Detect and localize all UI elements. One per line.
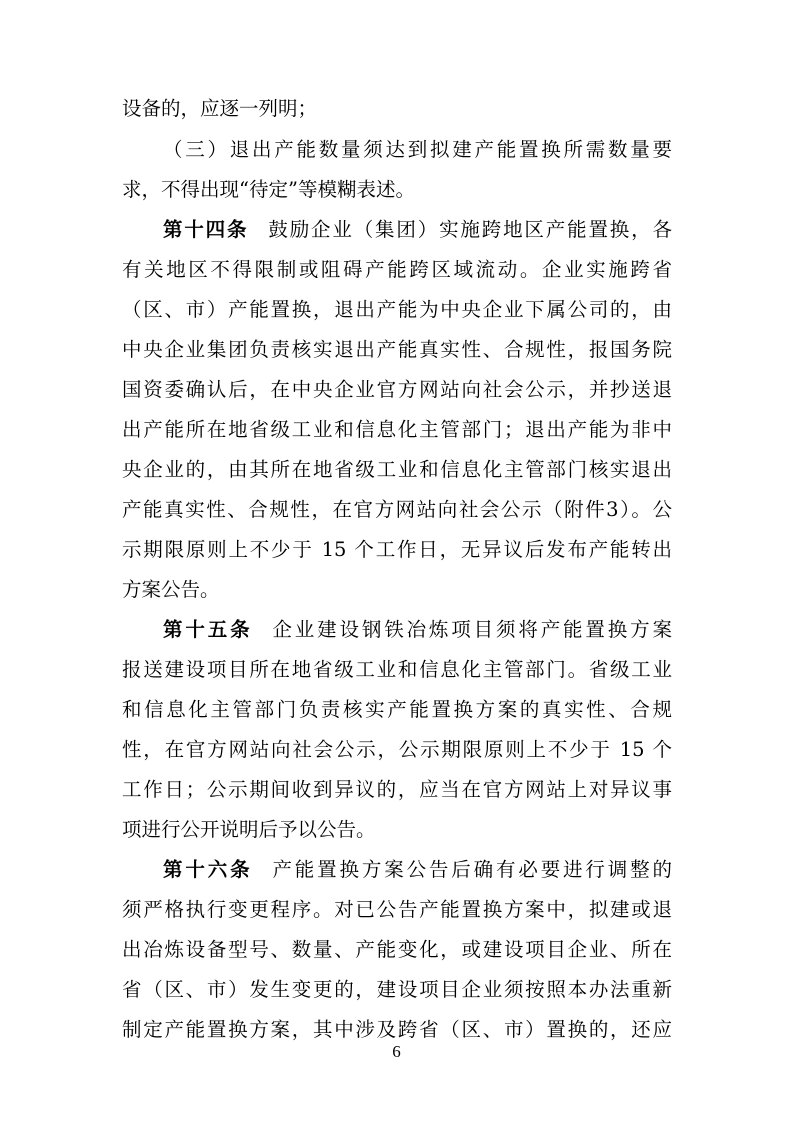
text-line: 项进行公开说明后予以公告。 — [122, 818, 376, 841]
text-line: 鼓励企业（集团）实施跨地区产能置换，各 — [268, 218, 672, 241]
text-line: 性，在官方网站向社会公示，公示期限原则上不少于 15 个 — [122, 738, 672, 761]
text-line: 和信息化主管部门负责核实产能置换方案的真实性、合规 — [122, 698, 672, 721]
article-15-heading: 第十五条 — [163, 618, 253, 641]
text-line: 设备的，应逐一列明； — [122, 97, 318, 120]
article-16-first-line — [163, 854, 672, 886]
text-line: 求，不得出现“待定”等模糊表述。 — [122, 178, 415, 201]
text-line: （三）退出产能数量须达到拟建产能置换所需数量要 — [163, 138, 672, 161]
article-15-first-line — [163, 614, 672, 646]
page-number: 6 — [392, 1042, 401, 1061]
text-line: 出产能所在地省级工业和信息化主管部门；退出产能为非中 — [122, 418, 672, 441]
text-line: （区、市）产能置换，退出产能为中央企业下属公司的，由 — [122, 298, 672, 321]
article-16-heading: 第十六条 — [163, 858, 253, 881]
text-line: 国资委确认后，在中央企业官方网站向社会公示，并抄送退 — [122, 378, 672, 401]
article-14-first-line — [163, 214, 672, 246]
text-line: 报送建设项目所在地省级工业和信息化主管部门。省级工业 — [122, 658, 672, 681]
text-line: 制定产能置换方案，其中涉及跨省（区、市）置换的，还应 — [122, 1018, 672, 1041]
text-line: 省（区、市）发生变更的，建设项目企业须按照本办法重新 — [122, 978, 672, 1001]
text-line: 工作日；公示期间收到异议的，应当在官方网站上对异议事 — [122, 778, 672, 801]
text-line: 示期限原则上不少于 15 个工作日，无异议后发布产能转出 — [122, 538, 672, 561]
text-line: 方案公告。 — [122, 578, 220, 601]
text-line: 产能真实性、合规性，在官方网站向社会公示（附件3）。公 — [122, 498, 672, 521]
text-line: 中央企业集团负责核实退出产能真实性、合规性，报国务院 — [122, 338, 672, 361]
article-14-heading: 第十四条 — [163, 218, 249, 241]
text-line: 企业建设钢铁冶炼项目须将产能置换方案 — [272, 618, 672, 641]
text-line: 须严格执行变更程序。对已公告产能置换方案中，拟建或退 — [122, 898, 672, 921]
text-line: 产能置换方案公告后确有必要进行调整的 — [272, 858, 672, 881]
text-line: 出冶炼设备型号、数量、产能变化，或建设项目企业、所在 — [122, 938, 672, 961]
text-line: 央企业的，由其所在地省级工业和信息化主管部门核实退出 — [122, 458, 672, 481]
text-line: 有关地区不得限制或阻碍产能跨区域流动。企业实施跨省 — [122, 258, 672, 281]
